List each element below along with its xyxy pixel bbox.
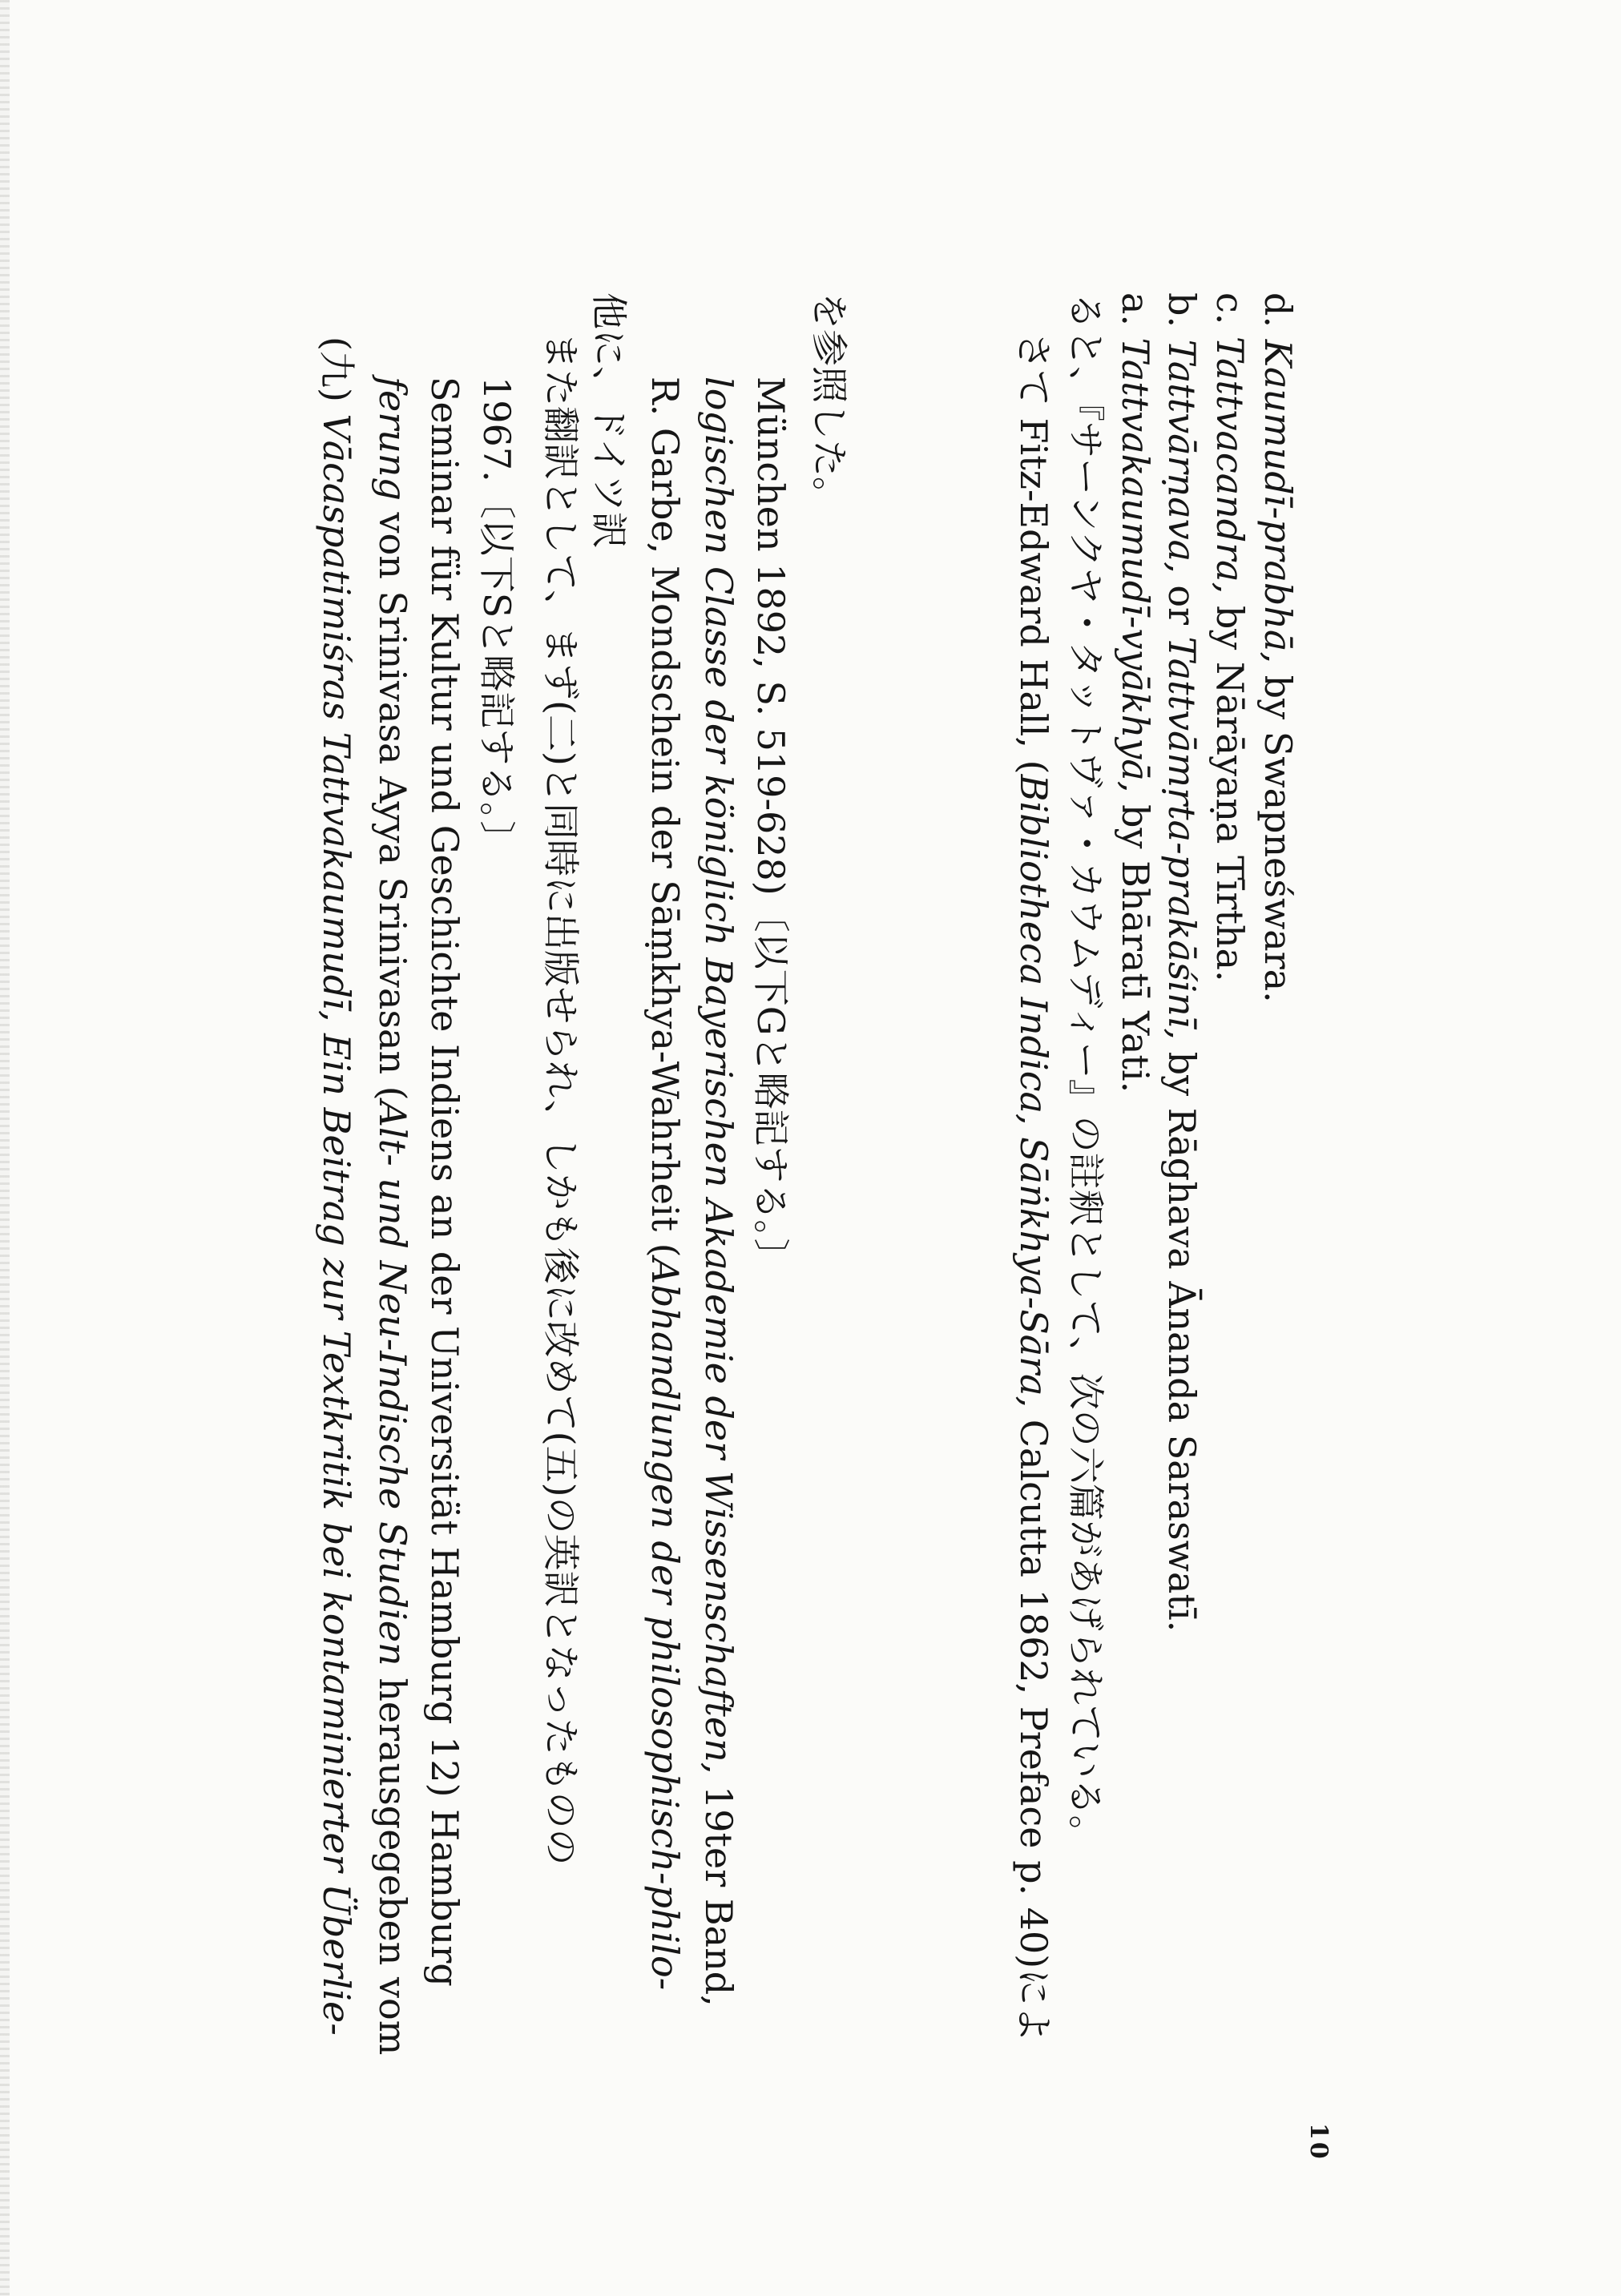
text-run: (九) [315, 336, 358, 414]
translation-line [587, 292, 631, 549]
text-run: 他に、ドイツ訳 [587, 292, 631, 549]
italic-text: Kaumudī-prabhā, [1256, 339, 1300, 664]
text-run: を参照した。 [808, 292, 851, 514]
italic-text: Tattvacandra, [1208, 336, 1252, 594]
text-run: by Bhāratī Yati. [1114, 792, 1157, 1094]
list-item [1159, 292, 1204, 1632]
text-run: Seminar für Kultur und Geschichte Indiens an der Universität Hamburg 12) Hamburg [423, 377, 466, 1987]
text-run: herausgegeben vom [371, 1666, 414, 2056]
text-run: or [1160, 573, 1204, 637]
text-run: また翻訳として、まず(二)と同時に出版せられ、しかも後に改めて(五)の英訳となったものの [539, 332, 583, 1866]
page-number: 10 [1304, 2123, 1333, 2161]
entry-nine-line [422, 377, 467, 1987]
text-run: München 1892, S. 519-628)〔以下Gと略記する。〕 [749, 377, 792, 1275]
text-run: 19ter Band, [697, 1774, 740, 2007]
text-run: by Nārāyaṇa Tīrtha. [1208, 594, 1252, 982]
italic-text: Alt- und Neu-Indische Studien [371, 1100, 414, 1666]
italic-text: Abhandlungen der philosophisch-philo- [643, 1257, 687, 1991]
italic-text: logischen Classe der königlich Bayerischen Akademie der Wissenschaften, [697, 377, 740, 1774]
text-run: R. Garbe, Mondschein der Sāṃkhya-Wahrheit ( [643, 377, 687, 1258]
translation-line [538, 332, 583, 1866]
text-run: Calcutta 1862, Preface p. 40)によ [1012, 1408, 1055, 2043]
entry-nine-line [474, 377, 519, 857]
italic-text: Tattvārṇava, [1160, 339, 1204, 574]
text-run: von Srinivasa Ayya Srinivasan ( [371, 500, 414, 1101]
text-run: 1967.〔以下Sと略記する。〕 [475, 377, 518, 858]
text-run: b. [1160, 292, 1204, 340]
italic-text: Tattvakaumudī-vyākhyā, [1114, 337, 1157, 793]
text-run: by Swapneśwara. [1256, 663, 1300, 1003]
list-item [1256, 292, 1300, 1003]
entry-nine-line [314, 336, 359, 2036]
italic-text: Vācaspatimiśras Tattvakaumudī, Ein Beitrag zur Textkritik bei kontaminierter Überlie- [315, 413, 358, 2036]
italic-text: ferung [371, 377, 414, 501]
italic-text: Tattvāmṛta-prakāśinī, [1160, 636, 1204, 1041]
hall-line [1011, 332, 1056, 2042]
list-item [1208, 292, 1252, 982]
text-run: c. [1208, 292, 1252, 337]
hall-line [1063, 292, 1108, 1852]
text-run: d. [1256, 292, 1300, 340]
text-run: by Rāghava Ānanda Saraswatī. [1160, 1040, 1204, 1633]
garbe-line [696, 377, 741, 2007]
referred-line [807, 292, 852, 514]
entry-nine-line [370, 377, 415, 2055]
text-run: ると、『サーンクヤ・タットヴァ・カウムディー』の註釈として、次の六篇があげられている。 [1064, 292, 1107, 1852]
garbe-line [748, 377, 793, 1275]
list-item [1113, 292, 1158, 1093]
text-run: a. [1114, 292, 1157, 338]
italic-text: Bibliotheca Indica, Sāṅkhya-Sāra, [1012, 774, 1055, 1408]
garbe-line [643, 377, 688, 1990]
text-run: さて Fitz-Edward Hall, ( [1012, 332, 1055, 775]
